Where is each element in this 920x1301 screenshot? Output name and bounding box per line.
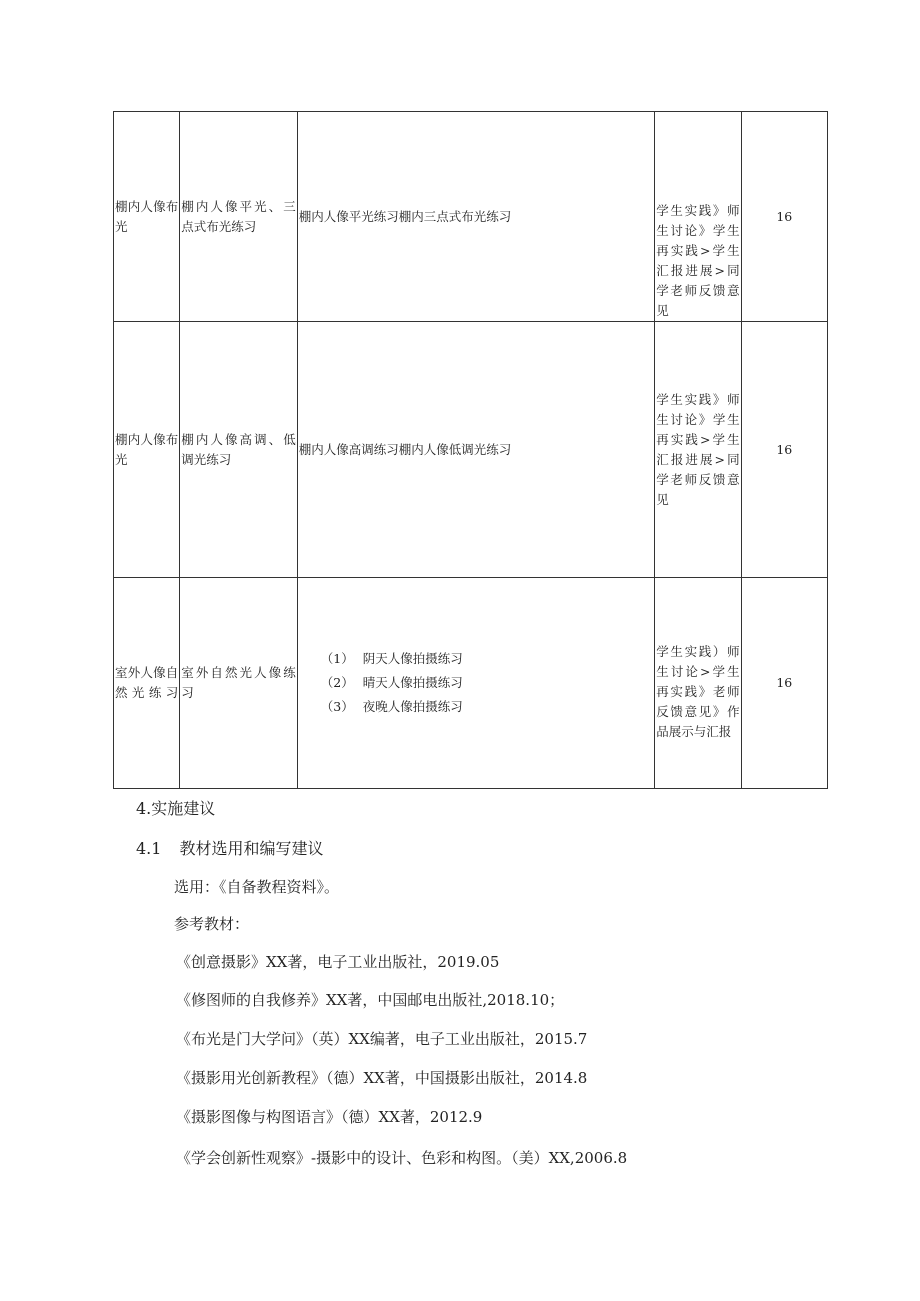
unit-cell: 棚内人像布光 (114, 112, 180, 322)
unit-cell: 室外人像自然光练习 (114, 578, 180, 789)
reference-item: 《学会创新性观察》-摄影中的设计、色彩和构图。（美）XX,2006.8 (176, 1149, 628, 1167)
content-cell: 棚内人像高调练习棚内人像低调光练习 (297, 322, 655, 578)
unit-cell: 棚内人像布光 (114, 322, 180, 578)
subsection-heading (136, 836, 323, 859)
item-text: 晴天人像拍摄练习 (362, 675, 463, 690)
method-line: 学生实践》师 (656, 203, 740, 218)
topic-cell (180, 112, 297, 322)
reference-item: 《布光是门大学问》（英）XX编著，电子工业出版社，2015.7 (176, 1030, 588, 1048)
content-cell (297, 578, 655, 789)
course-table (113, 111, 828, 789)
list-item (321, 647, 654, 671)
table-row (114, 322, 828, 578)
table-row (114, 112, 828, 322)
method-cell (655, 578, 741, 789)
hours-cell: 16 (741, 112, 827, 322)
topic-line: 室外自然光人像练 (181, 665, 296, 680)
item-number: （3） (320, 699, 354, 714)
list-item (321, 671, 654, 695)
reference-item: 《修图师的自我修养》XX著，中国邮电出版社,2018.10； (176, 991, 565, 1009)
table-row (114, 578, 828, 789)
item-text: 阴天人像拍摄练习 (362, 651, 463, 666)
hours-cell: 16 (741, 578, 827, 789)
method-line: 学生实践）师 (656, 644, 740, 659)
topic-cell (180, 578, 297, 789)
method-cell (655, 112, 741, 322)
method-line: 学生实践》师 (656, 391, 740, 407)
content-cell: 棚内人像平光练习棚内三点式布光练习 (297, 112, 655, 322)
method-line: 生讨论>学生 (656, 664, 740, 679)
subsection-title: 教材选用和编写建议 (179, 839, 324, 858)
selected-textbook: 选用：《自备教程资料》。 (174, 878, 340, 896)
topic-line: 棚内人像平光、三 (181, 198, 296, 214)
method-line: 再实践>学生 (656, 431, 740, 447)
reference-item: 《摄影用光创新教程》（德）XX著，中国摄影出版社，2014.8 (176, 1069, 588, 1087)
method-line: 汇报进展>同 (656, 263, 740, 278)
method-line: 再实践>学生 (656, 243, 740, 258)
item-number: （2） (320, 675, 354, 690)
item-number: （1） (320, 651, 354, 666)
subsection-number: 4.1 (136, 839, 162, 858)
topic-line: 习 (181, 685, 194, 700)
method-line: 学老师反馈意 (656, 283, 740, 298)
method-line: 学老师反馈意 (656, 471, 740, 487)
practice-list (299, 647, 654, 719)
reference-heading: 参考教材： (174, 915, 250, 933)
section-heading: 4.实施建议 (136, 799, 216, 818)
reference-item: 《创意摄影》XX著，电子工业出版社，2019.05 (176, 953, 500, 971)
method-line: 见 (656, 303, 669, 318)
topic-line: 调光练习 (181, 451, 232, 467)
method-line: 生讨论》学生 (656, 223, 740, 238)
list-item (321, 695, 654, 719)
method-line: 反馈意见》作 (656, 704, 740, 719)
reference-item: 《摄影图像与构图语言》（德）XX著，2012.9 (176, 1108, 483, 1126)
method-line: 见 (656, 491, 669, 507)
topic-cell (180, 322, 297, 578)
method-line: 汇报进展>同 (656, 451, 740, 467)
method-line: 品展示与汇报 (656, 724, 732, 739)
hours-cell: 16 (741, 322, 827, 578)
topic-line: 棚内人像高调、低 (181, 431, 296, 447)
method-cell (655, 322, 741, 578)
item-text: 夜晚人像拍摄练习 (362, 699, 463, 714)
topic-line: 点式布光练习 (181, 218, 257, 234)
method-line: 生讨论》学生 (656, 411, 740, 427)
method-line: 再实践》老师 (656, 684, 740, 699)
